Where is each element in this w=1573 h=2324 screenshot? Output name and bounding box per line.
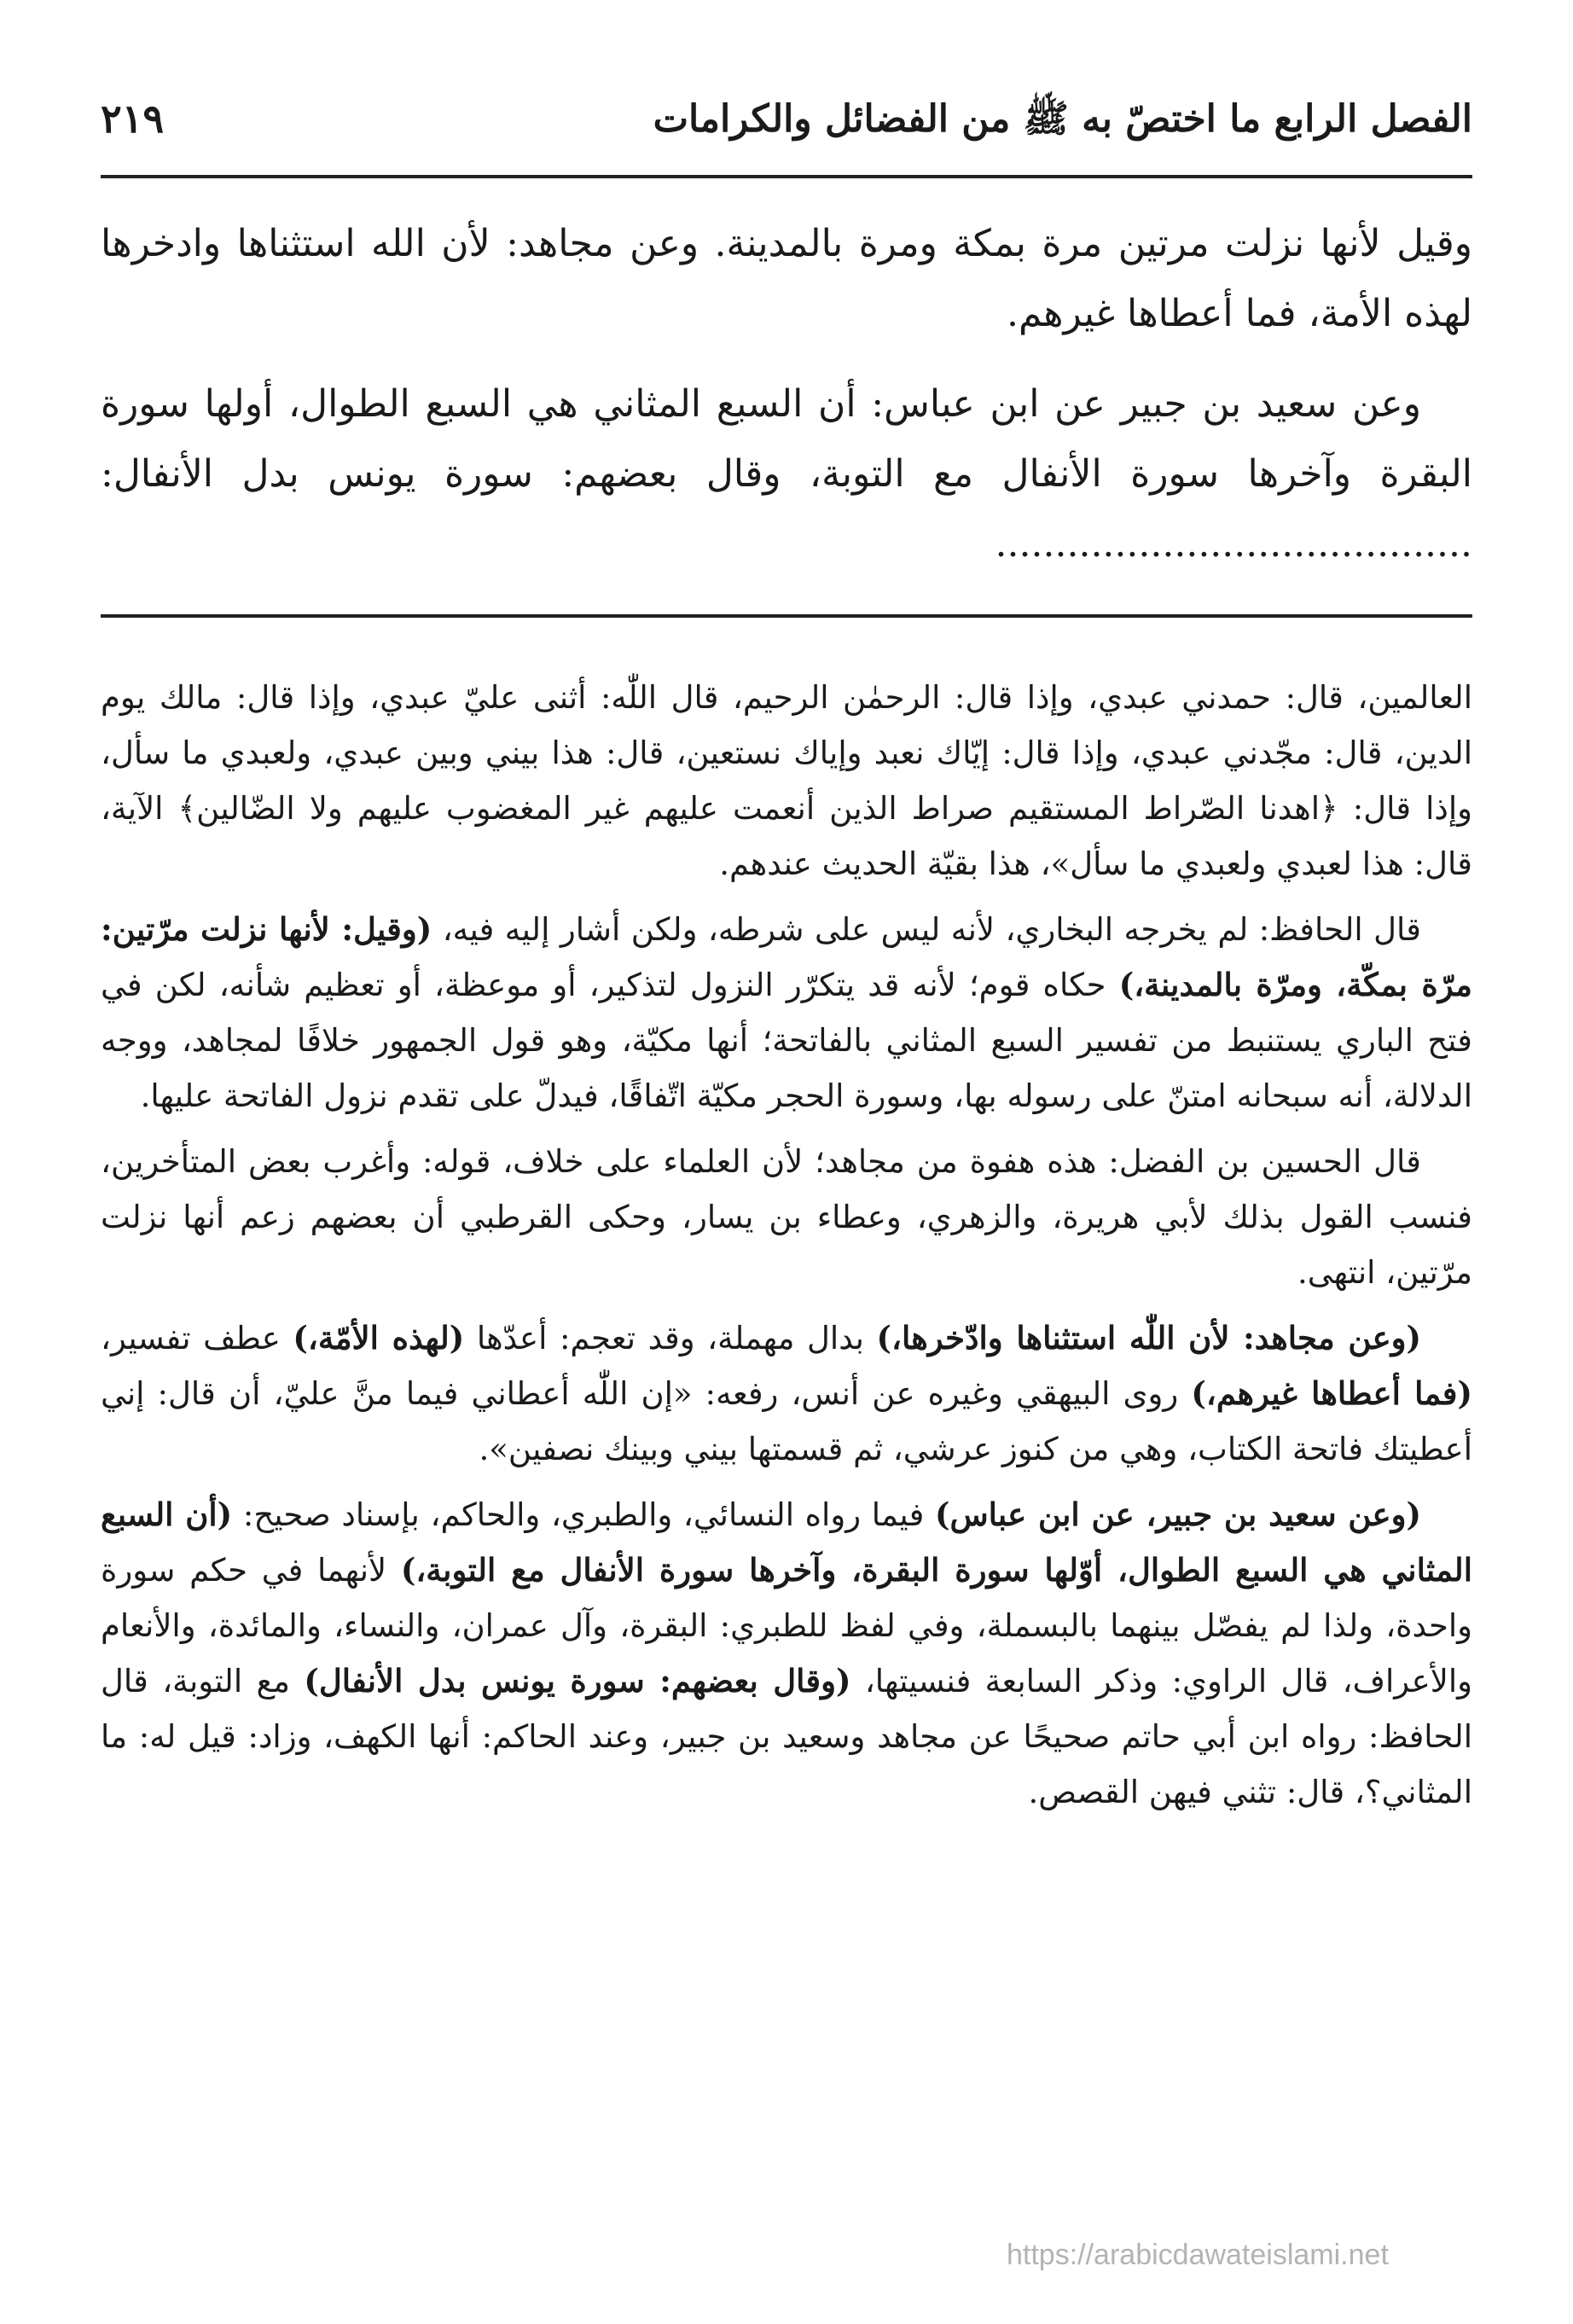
main-text-paragraph: وقيل لأنها نزلت مرتين مرة بمكة ومرة بالمدينة. وعن مجاهد: لأن الله استثناها وادخرها لهذه الأمة، فما أعطاها غيرهم. — [101, 222, 1472, 335]
commentary-text-run: روى البيهقي وغيره عن أنس، رفعه: «إن اللّٰه أعطاني فيما منَّ عليّ، أن قال: إني أعطيتك فاتحة الكتاب، وهي من كنوز عرشي، ثم قسمتها بيني وبينك نصفين». — [101, 1375, 1472, 1467]
header-rule — [101, 175, 1472, 178]
section-divider — [101, 614, 1472, 618]
commentary-text-run: قال الحافظ: لم يخرجه البخاري، لأنه ليس على شرطه، ولكن أشار إليه فيه، — [432, 911, 1421, 948]
quoted-main-text: (أن السبع المثاني هي السبع الطوال، أوّلها سورة البقرة، وآخرها سورة الأنفال مع التوبة،) — [101, 1496, 1472, 1589]
commentary-text — [101, 670, 1472, 1830]
commentary-paragraph — [101, 902, 1472, 1124]
quoted-main-text: (وعن سعيد بن جبير، عن ابن عباس) — [934, 1496, 1422, 1533]
commentary-text-run: مع التوبة، قال الحافظ: رواه ابن أبي حاتم صحيحًا عن مجاهد وسعيد بن جبير، وعند الحاكم: أنها الكهف، وزاد: قيل له: ما المثاني؟، قال: تثني فيهن القصص. — [101, 1663, 1472, 1810]
main-text-paragraph: وعن سعيد بن جبير عن ابن عباس: أن السبع المثاني هي السبع الطوال، أولها سورة البقرة وآخرها سورة الأنفال مع التوبة، وقال بعضهم: سورة يونس بدل الأنفال: ........................................ — [101, 382, 1472, 566]
quoted-main-text: (وعن مجاهد: لأن اللّٰه استثناها وادّخرها،) — [876, 1319, 1422, 1357]
quoted-main-text: (لهذه الأمّة،) — [293, 1319, 465, 1357]
quoted-main-text: (وقال بعضهم: سورة يونس بدل الأنفال) — [304, 1662, 851, 1699]
commentary-text-run: حكاه قوم؛ لأنه قد يتكرّر النزول لتذكير، أو موعظة، أو تعظيم شأنه، لكن في فتح الباري يستنبط من تفسير السبع المثاني بالفاتحة؛ أنها مكيّة، وهو قول الجمهور خلافًا لمجاهد، ووجه الدلالة، أنه سبحانه امتنّ على رسوله بها، وسورة الحجر مكيّة اتّفاقًا، فيدلّ على تقدم نزول الفاتحة عليها. — [101, 967, 1472, 1114]
commentary-paragraph: قال الحسين بن الفضل: هذه هفوة من مجاهد؛ لأن العلماء على خلاف، قوله: وأغرب بعض المتأخرين، فنسب القول بذلك لأبي هريرة، والزهري، وعطاء بن يسار، وحكى القرطبي أن بعضهم زعم أنها نزلت مرّتين، انتهى. — [101, 1143, 1472, 1291]
page-number: ٢١٩ — [101, 96, 165, 142]
commentary-text-run: عطف تفسير، — [101, 1320, 293, 1357]
website-watermark: https://arabicdawateislami.net — [1007, 2239, 1389, 2271]
quoted-main-text: (وقيل: لأنها نزلت مرّتين: مرّة بمكّة، ومرّة بالمدينة،) — [101, 910, 1472, 1003]
commentary-text-run: لأنهما في حكم سورة واحدة، ولذا لم يفصّل بينهما بالبسملة، وفي لفظ للطبري: البقرة، وآل عمران، والنساء، والمائدة، والأنعام والأعراف، قال الراوي: وذكر السابعة فنسيتها، — [101, 1552, 1472, 1699]
page-header — [101, 96, 1472, 177]
commentary-paragraph: العالمين، قال: حمدني عبدي، وإذا قال: الرحمٰن الرحيم، قال اللّٰه: أثنى عليّ عبدي، وإذا قال: مالك يوم الدين، قال: مجّدني عبدي، وإذا قال: إيّاك نعبد وإياك نستعين، قال: هذا بيني وبين عبدي، ولعبدي ما سأل، وإذا قال: ﴿اهدنا الصّراط المستقيم صراط الذين أنعمت عليهم غير المغضوب عليهم ولا الضّالين﴾ الآية، قال: هذا لعبدي ولعبدي ما سأل»، هذا بقيّة الحديث عندهم. — [101, 679, 1472, 882]
quoted-main-text: (فما أعطاها غيرهم،) — [1191, 1374, 1472, 1412]
commentary-text-run: بدال مهملة، وقد تعجم: أعدّها — [464, 1320, 877, 1357]
commentary-paragraph — [101, 1487, 1472, 1820]
commentary-text-run: فيما رواه النسائي، والطبري، والحاكم، بإسناد صحيح: — [232, 1496, 935, 1533]
main-text — [101, 209, 1472, 579]
chapter-title: الفصل الرابع ما اختصّ به ﷺ من الفضائل والكرامات — [653, 97, 1472, 141]
commentary-paragraph — [101, 1310, 1472, 1477]
